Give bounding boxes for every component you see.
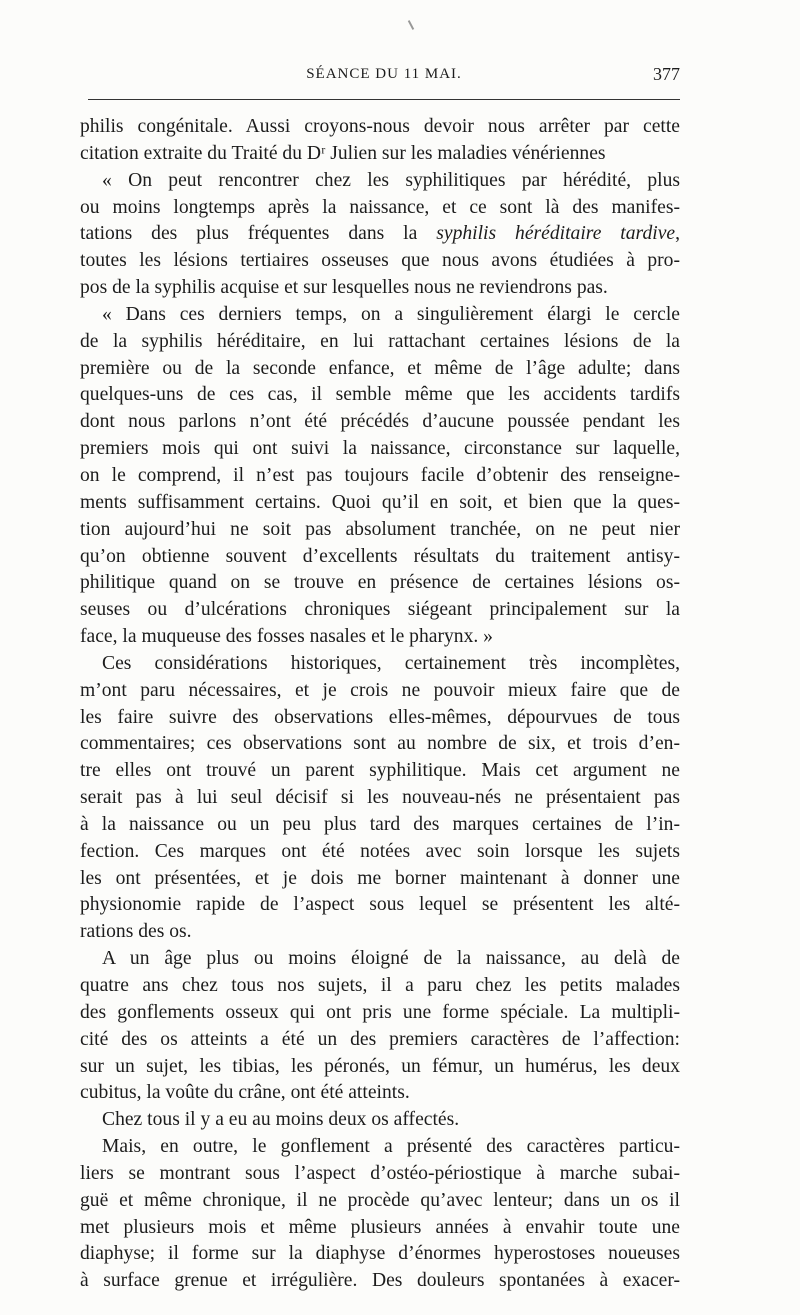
text-line: dont nous parlons n’ont été précédés d’aucune poussée pendant les: [80, 411, 680, 433]
text-line: ou moins longtemps après la naissance, et ce sont là des manifes-: [80, 196, 680, 218]
text-line: tations des plus fréquentes dans la syphilis héréditaire tardive,: [80, 223, 680, 245]
text-line: cité des os atteints a été un des premiers caractères de l’affection:: [80, 1028, 680, 1050]
text-line: sur un sujet, les tibias, les péronés, un fémur, un humérus, les deux: [80, 1055, 680, 1077]
page-header: [88, 64, 680, 88]
text-line: des gonflements osseux qui ont pris une forme spéciale. La multipli-: [80, 1001, 680, 1023]
text-line: Chez tous il y a eu au moins deux os affectés.: [102, 1109, 460, 1131]
text-line: à la naissance ou un peu plus tard des marques certaines de l’in-: [80, 813, 680, 835]
text-line: quelques-uns de ces cas, il semble même que les accidents tardifs: [80, 384, 680, 406]
text-line: Ces considérations historiques, certainement très incomplètes,: [102, 652, 680, 674]
text-line: quatre ans chez tous nos sujets, il a paru chez les petits malades: [80, 975, 680, 996]
text-line: philis congénitale. Aussi croyons-nous devoir nous arrêter par cette: [80, 116, 680, 137]
text-line: met plusieurs mois et même plusieurs années à envahir toute une: [80, 1216, 680, 1238]
text-line: les ont présentées, et je dois me borner maintenant à donner une: [80, 867, 680, 889]
text-line: pos de la syphilis acquise et sur lesquelles nous ne reviendrons pas.: [80, 277, 608, 299]
text-line: rations des os.: [80, 921, 192, 943]
text-line: diaphyse; il forme sur la diaphyse d’énormes hyperostoses noueuses: [80, 1243, 680, 1265]
text-line: première ou de la seconde enfance, et même de l’âge adulte; dans: [80, 357, 680, 379]
text-line: face, la muqueuse des fosses nasales et le pharynx. »: [80, 626, 493, 648]
text-line: on le comprend, il n’est pas toujours facile d’obtenir des renseigne-: [80, 464, 680, 486]
body-text: [80, 114, 680, 1295]
text-line: premiers mois qui ont suivi la naissance, circonstance sur laquelle,: [80, 438, 680, 460]
text-line: serait pas à lui seul décisif si les nouveau-nés ne présentaient pas: [80, 787, 680, 809]
text-line: A un âge plus ou moins éloigné de la naissance, au delà de: [102, 948, 680, 970]
text-line: toutes les lésions tertiaires osseuses que nous avons étudiées à pro-: [80, 250, 680, 272]
text-line: fection. Ces marques ont été notées avec soin lorsque les sujets: [80, 840, 680, 862]
text-line: commentaires; ces observations sont au nombre de six, et trois d’en-: [80, 733, 680, 755]
text-line: tre elles ont trouvé un parent syphilitique. Mais cet argument ne: [80, 760, 680, 782]
text-line: liers se montrant sous l’aspect d’ostéo-périostique à marche subai-: [80, 1162, 680, 1184]
stray-mark: [408, 20, 414, 30]
text-line: philitique quand on se trouve en présence de certaines lésions os-: [80, 572, 680, 594]
text-line: « On peut rencontrer chez les syphilitiques par hérédité, plus: [102, 169, 680, 191]
text-line: « Dans ces derniers temps, on a singulièrement élargi le cercle: [102, 303, 680, 325]
text-line: guë et même chronique, il ne procède qu’avec lenteur; dans un os il: [80, 1189, 680, 1211]
text-line: ments suffisamment certains. Quoi qu’il en soit, et bien que la ques-: [80, 491, 680, 513]
text-line: m’ont paru nécessaires, et je crois ne pouvoir mieux faire que de: [80, 679, 680, 701]
text-line: tion aujourd’hui ne soit pas absolument tranchée, on ne peut nier: [80, 518, 680, 540]
text-line: qu’on obtienne souvent d’excellents résultats du traitement antisy-: [80, 545, 680, 567]
text-line: physionomie rapide de l’aspect sous lequel se présentent les alté-: [80, 894, 680, 916]
page-number: 377: [653, 64, 680, 84]
text-line: de la syphilis héréditaire, en lui rattachant certaines lésions de la: [80, 330, 680, 352]
text-line: les faire suivre des observations elles-mêmes, dépourvues de tous: [80, 706, 680, 728]
text-line: cubitus, la voûte du crâne, ont été atteints.: [80, 1082, 410, 1104]
header-rule: [88, 99, 680, 100]
text-line: seuses ou d’ulcérations chroniques siégeant principalement sur la: [80, 599, 680, 621]
text-line: citation extraite du Traité du Dʳ Julien sur les maladies vénériennes: [80, 142, 606, 164]
text-line: Mais, en outre, le gonflement a présenté des caractères particu-: [102, 1136, 680, 1158]
text-line: à surface grenue et irrégulière. Des douleurs spontanées à exacer-: [80, 1270, 680, 1292]
running-title: SÉANCE DU 11 MAI.: [306, 66, 462, 82]
